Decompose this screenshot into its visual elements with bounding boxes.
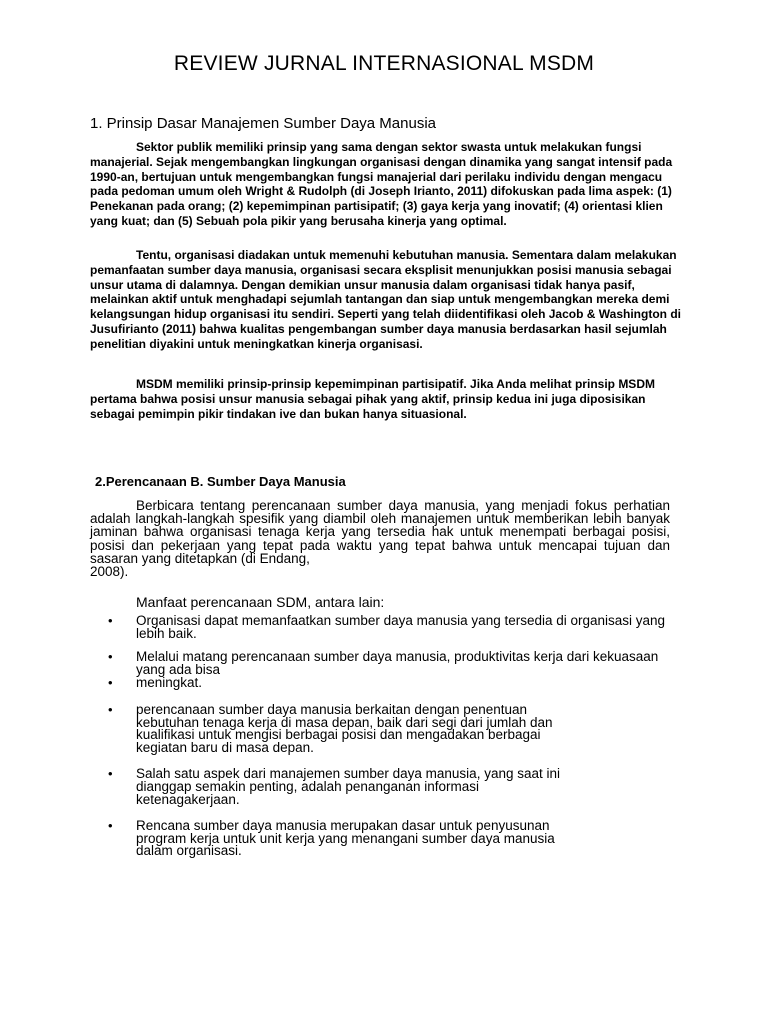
bullet-icon: • (108, 701, 113, 717)
benefits-list (108, 615, 678, 858)
section-1-paragraph-3: MSDM memiliki prinsip-prinsip kepemimpinan partisipatif. Jika Anda melihat prinsip MSDM pertama bahwa posisi unsur manusia sebagai pihak yang aktif, prinsip kedua ini juga diposisikan sebagai pemimpin pikir tindakan ive dan bukan hanya situasional. (90, 377, 655, 421)
list-item-text: Melalui matang perencanaan sumber daya manusia, produktivitas kerja dari kekuasaan yang ada bisa (136, 649, 659, 677)
document-title: REVIEW JURNAL INTERNASIONAL MSDM (173, 52, 595, 75)
list-item-text: perencanaan sumber daya manusia berkaitan dengan penentuan kebutuhan tenaga kerja di masa depan, baik dari segi dari jumlah dan kualifikasi untuk mengisi berbagai posisi dan mengadakan berbagai kegiatan baru di masa depan. (136, 701, 553, 755)
list-item-text: Salah satu aspek dari manajemen sumber daya manusia, yang saat ini dianggap semakin penting, adalah penanganan informasi ketenagakerjaan. (136, 766, 560, 807)
list-item-text: Organisasi dapat memanfaatkan sumber daya manusia yang tersedia di organisasi yang lebih baik. (136, 613, 666, 641)
section-2-heading: 2.Perencanaan B. Sumber Daya Manusia (95, 474, 346, 489)
bullet-icon: • (108, 818, 113, 834)
section-1-paragraph-2: Tentu, organisasi diadakan untuk memenuhi kebutuhan manusia. Sementara dalam melakukan pemanfaatan sumber daya manusia, organisasi secara eksplisit menunjukkan posisi manusia sebagai unsur utama di dalamnya. Dengan demikian unsur manusia dalam organisasi tidak hanya pasif, melainkan aktif untuk menghadapi sejumlah tantangan dan siap untuk mengembangkan mereka demi kelangsungan hidup organisasi itu sendiri. Seperti yang telah diidentifikasi oleh Jacob & Washington di Jusufirianto (2011) bahwa kualitas pengembangan sumber daya manusia berdasarkan hasil sejumlah penelitian diyakini untuk meningkatkan kinerja organisasi. (90, 248, 681, 351)
list-item-text: Rencana sumber daya manusia merupakan dasar untuk penyusunan program kerja untuk unit kerja yang menangani sumber daya manusia dalam organisasi. (136, 818, 555, 859)
bullet-icon: • (108, 766, 113, 782)
list-item (108, 768, 576, 806)
list-item (108, 701, 556, 755)
bullet-icon: • (108, 613, 113, 628)
benefits-intro: Manfaat perencanaan SDM, antara lain: (136, 594, 385, 610)
section-2-paragraph (90, 499, 670, 578)
bullet-icon: • (108, 649, 113, 665)
list-item (108, 677, 678, 690)
list-item (108, 820, 576, 858)
section-1-paragraph-1: Sektor publik memiliki prinsip yang sama dengan sektor swasta untuk melakukan fungsi manajerial. Sejak mengembangkan lingkungan organisasi dengan dinamika yang sangat intensif pada 1990-an, bertujuan untuk mengembangkan fungsi manajerial dari perilaku individu dengan mengacu pada pedoman umum oleh Wright & Rudolph (di Joseph Irianto, 2011) difokuskan pada lima aspek: (1) Penekanan pada orang; (2) kepemimpinan partisipatif; (3) gaya kerja yang inovatif; (4) orientasi klien yang kuat; dan (5) Sebuah pola pikir yang berusaha kinerja yang optimal. (90, 140, 673, 228)
section-1-heading: 1. Prinsip Dasar Manajemen Sumber Daya Manusia (90, 115, 436, 132)
list-item (108, 651, 678, 676)
list-item (108, 615, 678, 640)
section-2-paragraph-text: Berbicara tentang perencanaan sumber daya manusia, yang menjadi fokus perhatian adalah langkah-langkah spesifik yang diambil oleh manajemen untuk memberikan lebih banyak jaminan bahwa organisasi tenaga kerja yang tersedia hak untuk menempati berbagai posisi, posisi dan pekerjaan yang tepat pada waktu yang tepat bahwa untuk mencapai tujuan dan sasaran yang ditetapkan (di Endang, (90, 498, 670, 566)
bullet-icon: • (108, 675, 113, 691)
list-item-text: meningkat. (136, 675, 203, 691)
section-2-paragraph-tail: 2008). (90, 564, 129, 580)
